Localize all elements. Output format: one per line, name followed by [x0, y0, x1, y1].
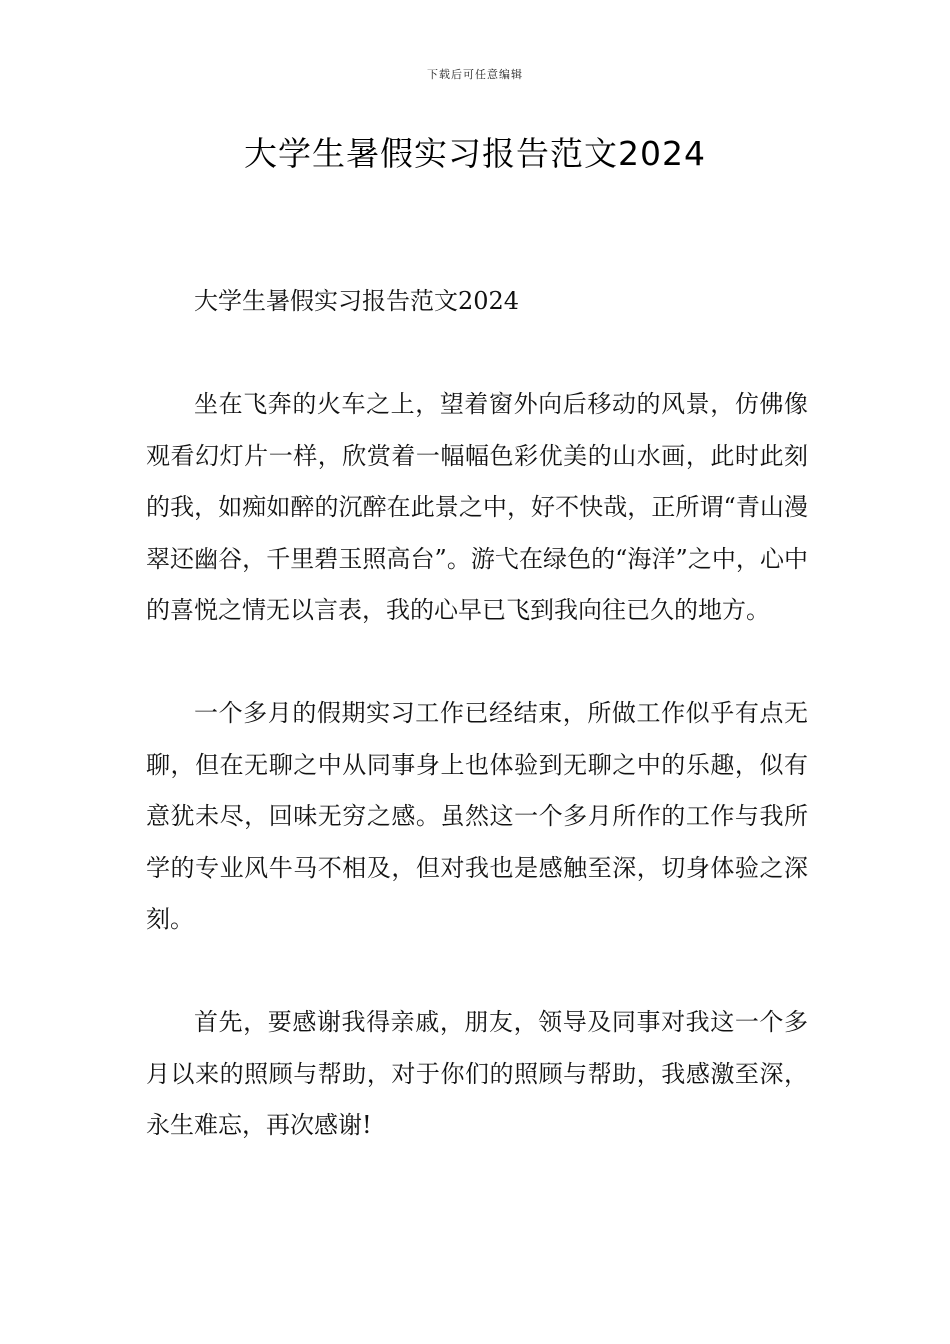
paragraph-thanks: 首先，要感谢我得亲戚，朋友，领导及同事对我这一个多月以来的照顾与帮助，对于你们的照顾与帮助，我感激至深，永生难忘，再次感谢! [146, 1008, 808, 1139]
paragraph-internship-summary: 一个多月的假期实习工作已经结束，所做工作似乎有点无聊，但在无聊之中从同事身上也体验到无聊之中的乐趣，似有意犹未尽，回味无穷之感。虽然这一个多月所作的工作与我所学的专业风牛马不相及，但对我也是感触至深，切身体验之深刻。 [146, 699, 808, 933]
paragraph-subtitle: 大学生暑假实习报告范文2024 [194, 287, 520, 315]
document-title: 大学生暑假实习报告范文2024 [244, 134, 706, 173]
header-note: 下载后可任意编辑 [427, 68, 523, 81]
document-body [146, 276, 808, 1152]
paragraph-train-journey: 坐在飞奔的火车之上，望着窗外向后移动的风景，仿佛像观看幻灯片一样，欣赏着一幅幅色彩优美的山水画，此时此刻的我，如痴如醉的沉醉在此景之中，好不快哉，正所谓“青山漫翠还幽谷，千里碧玉照高台”。游弋在绿色的“海洋”之中，心中的喜悦之情无以言表，我的心早已飞到我向往已久的地方。 [146, 390, 808, 624]
